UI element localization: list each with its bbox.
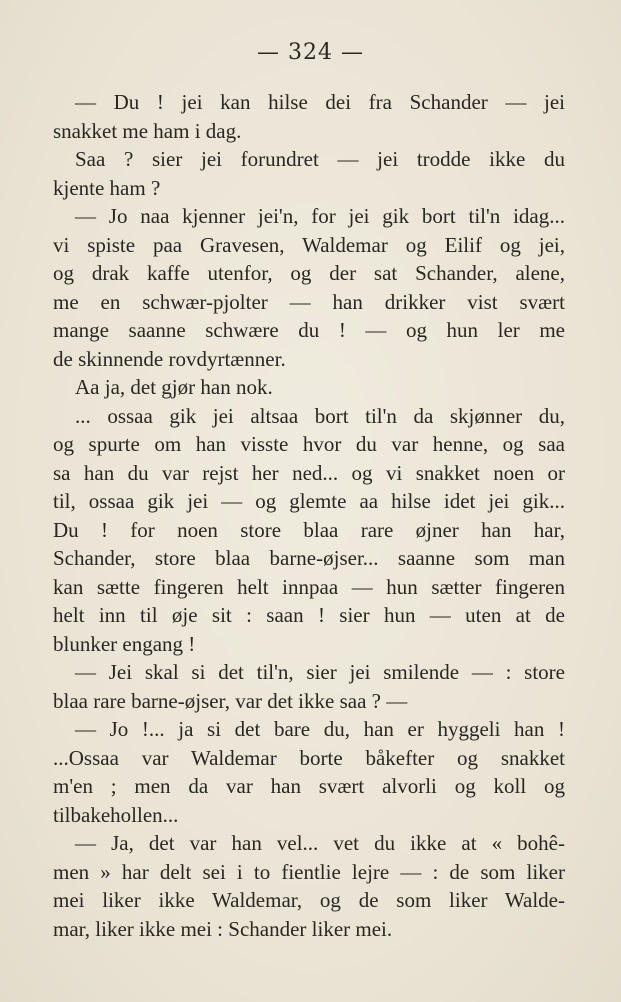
text-line: mar, liker ikke mei : Schander liker mei.: [53, 916, 393, 941]
text-line: men » har delt sei i to fientlie lejre — : de som liker: [53, 859, 565, 884]
text-line: og spurte om han visste hvor du var henne, og saa: [53, 432, 565, 456]
text-line: — Jo !... ja si det bare du, han er hyggeli han !: [75, 717, 565, 741]
text-line: de skinnende rovdyrtænner.: [53, 346, 286, 371]
page-number: — 324 —: [257, 40, 364, 65]
text-line: vi spiste paa Gravesen, Waldemar og Eilif og jei,: [53, 232, 565, 257]
text-line: Aa ja, det gjør han nok.: [75, 375, 273, 399]
text-line: mange saanne schwære du ! — og hun ler me: [53, 318, 565, 342]
text-line: me en schwær-pjolter — han drikker vist svært: [53, 289, 565, 314]
text-line: m'en ; men da var han svært alvorli og koll og: [53, 774, 565, 798]
text-line: tilbakehollen...: [53, 802, 179, 827]
text-line: mei liker ikke Waldemar, og de som liker Walde-: [53, 888, 565, 912]
text-line: blunker engang !: [53, 631, 196, 656]
text-line: — Ja, det var han vel... vet du ikke at « bohê-: [75, 831, 565, 855]
text-line: ... ossaa gik jei altsaa bort til'n da skjønner du,: [75, 403, 565, 428]
text-line: til, ossaa gik jei — og glemte aa hilse idet jei gik...: [53, 489, 565, 513]
text-line: kan sætte fingeren helt innpaa — hun sætter fingeren: [53, 574, 565, 599]
text-line: Saa ? sier jei forundret — jei trodde ikke du: [75, 147, 565, 171]
text-line: helt inn til øje sit : saan ! sier hun — uten at de: [53, 603, 565, 627]
text-line: sa han du var rejst her ned... og vi snakket noen or: [53, 460, 565, 485]
text-line: blaa rare barne-øjser, var det ikke saa ? —: [53, 688, 408, 713]
text-line: — Du ! jei kan hilse dei fra Schander — jei: [75, 90, 565, 114]
body-text: [53, 88, 565, 943]
text-line: kjente ham ?: [53, 175, 161, 200]
text-line: — Jo naa kjenner jei'n, for jei gik bort til'n idag...: [75, 204, 565, 228]
text-line: og drak kaffe utenfor, og der sat Schander, alene,: [53, 261, 565, 285]
text-line: Du ! for noen store blaa rare øjner han har,: [53, 517, 565, 542]
text-line: ...Ossaa var Waldemar borte båkefter og snakket: [53, 745, 565, 770]
text-line: snakket me ham i dag.: [53, 118, 242, 143]
text-line: — Jei skal si det til'n, sier jei smilende — : store: [75, 660, 565, 684]
text-line: Schander, store blaa barne-øjser... saanne som man: [53, 546, 565, 570]
